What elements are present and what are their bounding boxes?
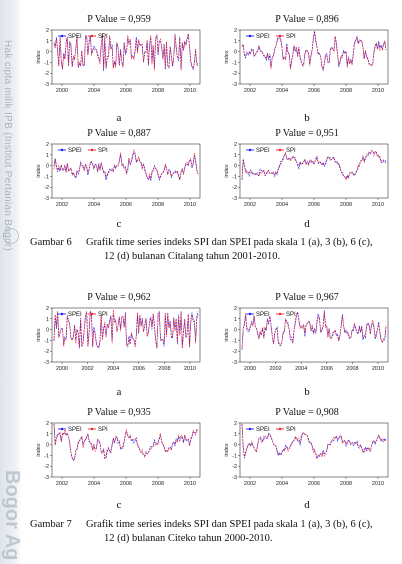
- caption-line-2: 12 (d) bulanan Citeko tahun 2000-2010.: [104, 533, 273, 544]
- fig7-label-c: c: [116, 499, 122, 511]
- legend-marker: [91, 313, 93, 315]
- x-tick-label: 2006: [307, 88, 321, 94]
- x-tick-label: 2006: [307, 202, 321, 208]
- y-tick-label: 2: [233, 142, 237, 148]
- x-tick-label: 2002: [243, 481, 257, 487]
- legend-marker: [249, 35, 251, 37]
- x-tick-label: 2004: [275, 202, 289, 208]
- y-tick-label: -1: [44, 453, 49, 460]
- y-axis-label: index: [36, 328, 42, 342]
- y-tick-label: -1: [232, 338, 237, 345]
- y-tick-label: 1: [45, 152, 49, 159]
- legend-marker: [279, 313, 281, 315]
- chart-svg: [34, 140, 204, 210]
- x-tick-label: 2002: [55, 481, 69, 487]
- fig6-panel-c: [34, 128, 204, 228]
- x-tick-label: 2004: [87, 481, 101, 487]
- legend-marker: [249, 149, 251, 151]
- y-tick-label: 2: [45, 142, 49, 148]
- x-tick-label: 2002: [81, 366, 94, 372]
- fig7-panel-c: [34, 407, 204, 507]
- chart-svg: [34, 419, 204, 489]
- x-tick-label: 2004: [275, 481, 289, 487]
- legend-label: SPI: [286, 148, 296, 154]
- y-tick-label: -2: [232, 349, 237, 356]
- x-tick-label: 2004: [295, 366, 308, 372]
- legend-label: SPI: [98, 312, 108, 318]
- legend-marker: [61, 313, 63, 315]
- legend-label: SPI: [98, 148, 108, 154]
- x-tick-label: 2004: [87, 88, 101, 94]
- legend-marker: [249, 313, 251, 315]
- x-tick-label: 2006: [119, 481, 133, 487]
- panel-title: P Value = 0,908: [275, 407, 339, 418]
- x-tick-label: 2010: [371, 481, 385, 487]
- y-tick-label: 0: [233, 442, 237, 449]
- y-tick-label: 2: [45, 28, 49, 34]
- y-tick-label: -1: [44, 338, 49, 345]
- x-tick-label: 2008: [158, 366, 171, 372]
- fig7-label-d: d: [304, 499, 310, 511]
- legend-label: SPEI: [68, 312, 82, 318]
- y-tick-label: -2: [232, 71, 237, 78]
- legend-label: SPEI: [256, 148, 270, 154]
- x-tick-label: 2000: [55, 366, 69, 372]
- y-tick-label: 1: [45, 38, 49, 45]
- fig6-label-d: d: [304, 218, 310, 230]
- panel-title: P Value = 0,967: [275, 292, 339, 303]
- y-tick-label: -3: [232, 196, 237, 202]
- x-tick-label: 2004: [107, 366, 120, 372]
- panel-title: P Value = 0,896: [275, 14, 339, 25]
- fig7-panel-a: [34, 292, 204, 392]
- caption-line-2: 12 (d) bulanan Citalang tahun 2001-2010.: [104, 251, 281, 262]
- chart-svg: [34, 26, 204, 96]
- y-tick-label: 1: [233, 38, 237, 45]
- legend-label: SPI: [286, 427, 296, 433]
- y-tick-label: 2: [45, 306, 49, 312]
- chart-svg: [222, 419, 392, 489]
- y-tick-label: 1: [45, 316, 49, 323]
- fig7-label-a: a: [116, 386, 122, 398]
- legend-marker: [279, 149, 281, 151]
- y-tick-label: -1: [44, 174, 49, 181]
- x-tick-label: 2008: [151, 202, 165, 208]
- y-tick-label: 1: [45, 431, 49, 438]
- x-tick-label: 2010: [371, 366, 385, 372]
- y-tick-label: 0: [45, 327, 49, 334]
- series-line-spei: [242, 151, 386, 180]
- y-tick-label: -3: [232, 360, 237, 366]
- series-line-spi: [242, 313, 386, 349]
- legend-label: SPEI: [256, 312, 270, 318]
- y-axis-label: index: [224, 328, 230, 342]
- fig6-panel-a: [34, 14, 204, 114]
- series-line-spi: [54, 150, 198, 180]
- y-tick-label: -3: [232, 475, 237, 481]
- legend-marker: [91, 428, 93, 430]
- x-tick-label: 2008: [151, 481, 165, 487]
- x-tick-label: 2010: [183, 88, 197, 94]
- panel-title: P Value = 0,959: [87, 14, 151, 25]
- y-tick-label: 2: [233, 306, 237, 312]
- x-tick-label: 2006: [320, 366, 333, 372]
- legend-label: SPI: [98, 427, 108, 433]
- y-tick-label: -3: [44, 82, 49, 88]
- panel-title: P Value = 0,962: [87, 292, 151, 303]
- y-tick-label: 0: [45, 442, 49, 449]
- legend-marker: [279, 35, 281, 37]
- legend-label: SPEI: [68, 148, 82, 154]
- y-tick-label: 0: [233, 49, 237, 56]
- y-tick-label: 1: [233, 152, 237, 159]
- chart-svg: [222, 26, 392, 96]
- caption-number: Gambar 7: [30, 519, 72, 530]
- legend-label: SPI: [286, 312, 296, 318]
- y-tick-label: -2: [232, 185, 237, 192]
- series-line-spi: [242, 151, 386, 180]
- y-axis-label: index: [224, 50, 230, 64]
- y-axis-label: index: [36, 50, 42, 64]
- y-tick-label: -1: [232, 453, 237, 460]
- legend-marker: [249, 428, 251, 430]
- x-tick-label: 2008: [339, 202, 353, 208]
- y-tick-label: -3: [232, 82, 237, 88]
- y-tick-label: 0: [45, 49, 49, 56]
- x-tick-label: 2010: [183, 366, 197, 372]
- legend-label: SPEI: [256, 427, 270, 433]
- y-tick-label: 2: [233, 28, 237, 34]
- y-tick-label: -3: [44, 196, 49, 202]
- chart-svg: [34, 304, 204, 374]
- legend-marker: [61, 149, 63, 151]
- x-tick-label: 2002: [243, 88, 257, 94]
- legend-marker: [279, 428, 281, 430]
- watermark-strip: [0, 0, 22, 564]
- fig6-label-b: b: [304, 112, 310, 124]
- fig7-panel-b: [222, 292, 392, 392]
- y-tick-label: -2: [44, 71, 49, 78]
- fig7-caption: [30, 518, 400, 546]
- y-tick-label: 0: [45, 163, 49, 170]
- legend-label: SPEI: [68, 427, 82, 433]
- legend-marker: [91, 149, 93, 151]
- x-tick-label: 2006: [119, 88, 133, 94]
- x-tick-label: 2010: [371, 202, 385, 208]
- y-tick-label: -2: [44, 185, 49, 192]
- x-tick-label: 2008: [339, 481, 353, 487]
- fig7-panel-d: [222, 407, 392, 507]
- legend-label: SPEI: [256, 34, 270, 40]
- x-tick-label: 2000: [55, 88, 69, 94]
- x-tick-label: 2008: [151, 88, 165, 94]
- y-axis-label: index: [224, 164, 230, 178]
- y-tick-label: -1: [232, 60, 237, 67]
- watermark-text: Hak cipta milik IPB (Institut Pertanian Bogor): [2, 40, 13, 252]
- caption-line-1: Grafik time series indeks SPI dan SPEI pada skala 1 (a), 3 (b), 6 (c),: [86, 237, 373, 248]
- x-tick-label: 2006: [307, 481, 321, 487]
- fig6-label-a: a: [116, 112, 122, 124]
- y-axis-label: index: [36, 164, 42, 178]
- x-tick-label: 2010: [371, 88, 385, 94]
- y-axis-label: index: [36, 443, 42, 457]
- x-tick-label: 2000: [243, 366, 257, 372]
- caption-number: Gambar 6: [30, 237, 72, 248]
- chart-svg: [222, 140, 392, 210]
- x-tick-label: 2008: [346, 366, 359, 372]
- x-tick-label: 2002: [55, 202, 69, 208]
- legend-marker: [61, 428, 63, 430]
- x-tick-label: 2004: [87, 202, 101, 208]
- panel-title: P Value = 0,935: [87, 407, 151, 418]
- y-tick-label: 1: [233, 316, 237, 323]
- y-tick-label: -2: [44, 349, 49, 356]
- y-tick-label: -2: [44, 464, 49, 471]
- x-tick-label: 2010: [183, 202, 197, 208]
- fig6-caption: [30, 236, 400, 264]
- y-tick-label: -3: [44, 360, 49, 366]
- chart-svg: [222, 304, 392, 374]
- caption-line-1: Grafik time series indeks SPI dan SPEI pada skala 1 (a), 3 (b), 6 (c),: [86, 519, 373, 530]
- x-tick-label: 2008: [339, 88, 353, 94]
- y-tick-label: -1: [232, 174, 237, 181]
- watermark-logo-text: Bogor Ag: [1, 470, 23, 561]
- legend-label: SPI: [286, 34, 296, 40]
- y-tick-label: 0: [233, 163, 237, 170]
- x-tick-label: 2006: [119, 202, 133, 208]
- x-tick-label: 2006: [132, 366, 145, 372]
- y-tick-label: -1: [44, 60, 49, 67]
- legend-label: SPEI: [68, 34, 82, 40]
- y-tick-label: 0: [233, 327, 237, 334]
- series-line-spei: [54, 153, 198, 181]
- x-tick-label: 2002: [269, 366, 282, 372]
- y-tick-label: -2: [232, 464, 237, 471]
- fig6-label-c: c: [116, 218, 122, 230]
- fig6-panel-b: [222, 14, 392, 114]
- x-tick-label: 2002: [243, 202, 257, 208]
- y-axis-label: index: [224, 443, 230, 457]
- y-tick-label: -3: [44, 475, 49, 481]
- legend-marker: [91, 35, 93, 37]
- y-tick-label: 2: [233, 421, 237, 427]
- legend-marker: [61, 35, 63, 37]
- x-tick-label: 2010: [183, 481, 197, 487]
- panel-title: P Value = 0,887: [87, 128, 151, 139]
- fig7-label-b: b: [304, 386, 310, 398]
- x-tick-label: 2004: [275, 88, 289, 94]
- y-tick-label: 2: [45, 421, 49, 427]
- fig6-panel-d: [222, 128, 392, 228]
- panel-title: P Value = 0,951: [275, 128, 339, 139]
- y-tick-label: 1: [233, 431, 237, 438]
- legend-label: SPI: [98, 34, 108, 40]
